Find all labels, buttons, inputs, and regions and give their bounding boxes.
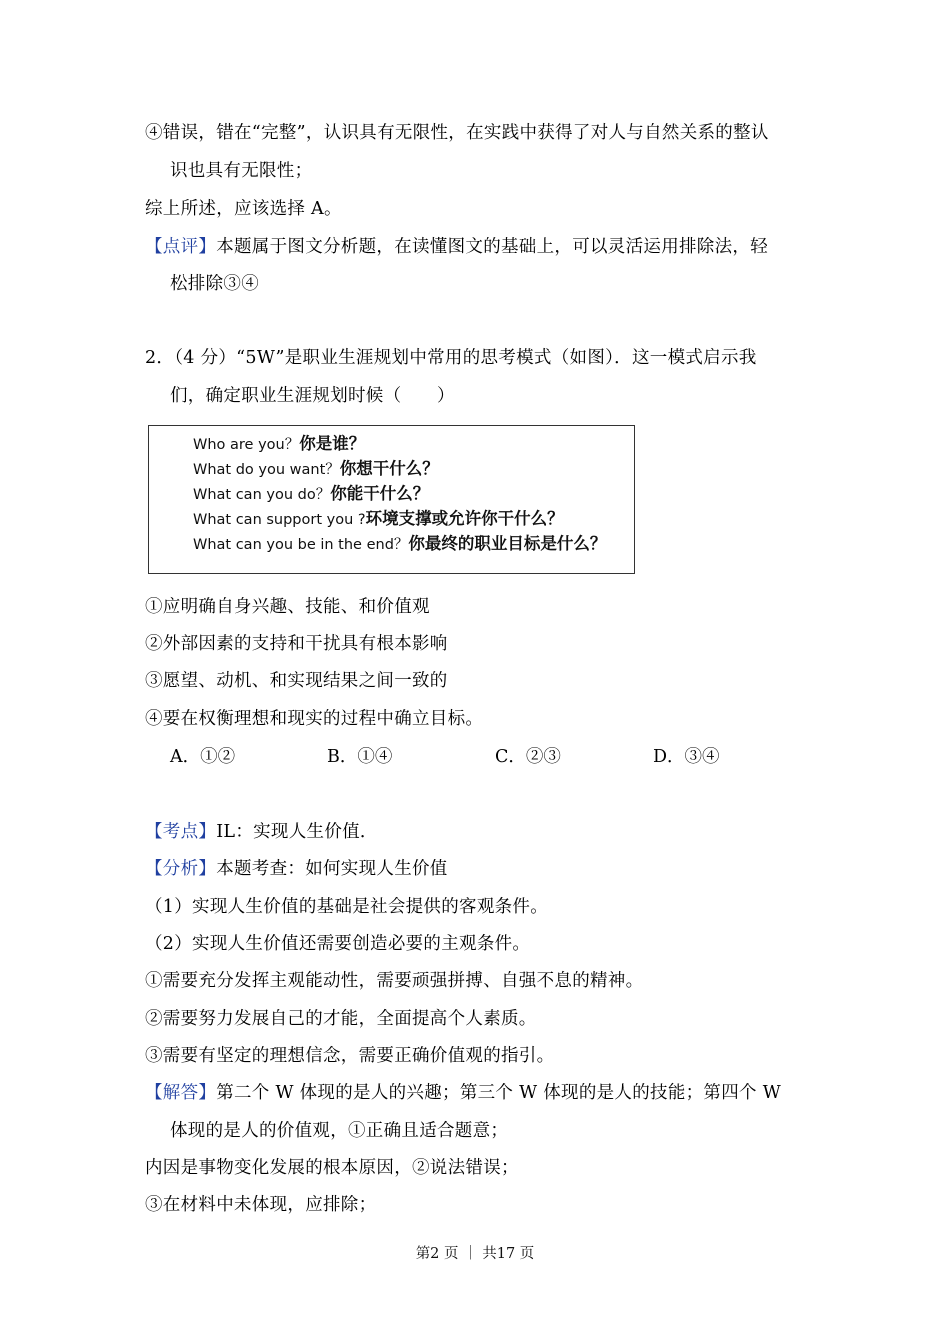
statement: ②外部因素的支持和干扰具有根本影响 bbox=[145, 634, 448, 654]
comment-line bbox=[145, 235, 768, 259]
analysis-line: （1）实现人生价值的基础是社会提供的客观条件。 bbox=[145, 897, 549, 917]
analysis-line: ③需要有坚定的理想信念，需要正确价值观的指引。 bbox=[145, 1046, 555, 1066]
fenxi-tag: 【分析】 bbox=[145, 859, 217, 879]
statement: ①应明确自身兴趣、技能、和价值观 bbox=[145, 597, 430, 617]
statement: ④要在权衡理想和现实的过程中确立目标。 bbox=[145, 709, 484, 729]
5w-figure bbox=[148, 425, 635, 574]
question-stem: 2．（4 分）“5W”是职业生涯规划中常用的思考模式（如图）．这一模式启示我 bbox=[145, 348, 757, 368]
kaodian-text: IL：实现人生价值． bbox=[216, 822, 378, 842]
comment-tag: 【点评】 bbox=[145, 237, 217, 257]
analysis-line: ①需要充分发挥主观能动性，需要顽强拼搏、自强不息的精神。 bbox=[145, 971, 644, 991]
fenxi-line bbox=[145, 857, 448, 881]
option-c: C．②③ bbox=[495, 747, 561, 767]
question-stem-cont: 们，确定职业生涯规划时候（ ） bbox=[170, 386, 455, 406]
analysis-line: ②需要努力发展自己的才能，全面提高个人素质。 bbox=[145, 1009, 537, 1029]
statement: ③愿望、动机、和实现结果之间一致的 bbox=[145, 671, 448, 691]
figure-line: What can you be in the end？你最终的职业目标是什么？ bbox=[193, 534, 607, 553]
option-b: B．①④ bbox=[327, 747, 393, 767]
jieda-tag: 【解答】 bbox=[145, 1083, 217, 1103]
kaodian-line bbox=[145, 820, 378, 844]
kaodian-tag: 【考点】 bbox=[145, 822, 217, 842]
text-line: 综上所述，应该选择 A。 bbox=[145, 199, 342, 219]
text-line: ③在材料中未体现，应排除； bbox=[145, 1195, 377, 1215]
analysis-line: （2）实现人生价值还需要创造必要的主观条件。 bbox=[145, 934, 531, 954]
fenxi-text: 本题考查：如何实现人生价值 bbox=[216, 859, 448, 879]
text-line: 松排除③④ bbox=[170, 274, 259, 294]
text-line: 内因是事物变化发展的根本原因，②说法错误； bbox=[145, 1158, 519, 1178]
figure-line: What do you want？你想干什么？ bbox=[193, 459, 439, 478]
jieda-text: 第二个 W 体现的是人的兴趣；第三个 W 体现的是人的技能；第四个 W bbox=[216, 1083, 781, 1103]
figure-line: What can you do？你能干什么？ bbox=[193, 484, 430, 503]
text-line: ④错误，错在“完整”，认识具有无限性，在实践中获得了对人与自然关系的整认 bbox=[145, 123, 769, 143]
page-footer: 第2 页 ｜ 共17 页 bbox=[415, 1246, 535, 1262]
figure-line: What can support you ?环境支撑或允许你干什么？ bbox=[193, 509, 564, 528]
figure-line: Who are you？你是谁？ bbox=[193, 434, 366, 453]
text-line: 体现的是人的价值观，①正确且适合题意； bbox=[170, 1121, 509, 1141]
jieda-line bbox=[145, 1081, 781, 1105]
option-d: D．③④ bbox=[653, 747, 720, 767]
text-line: 识也具有无限性； bbox=[170, 161, 313, 181]
comment-text: 本题属于图文分析题，在读懂图文的基础上，可以灵活运用排除法，轻 bbox=[216, 237, 769, 257]
option-a: A．①② bbox=[170, 747, 236, 767]
